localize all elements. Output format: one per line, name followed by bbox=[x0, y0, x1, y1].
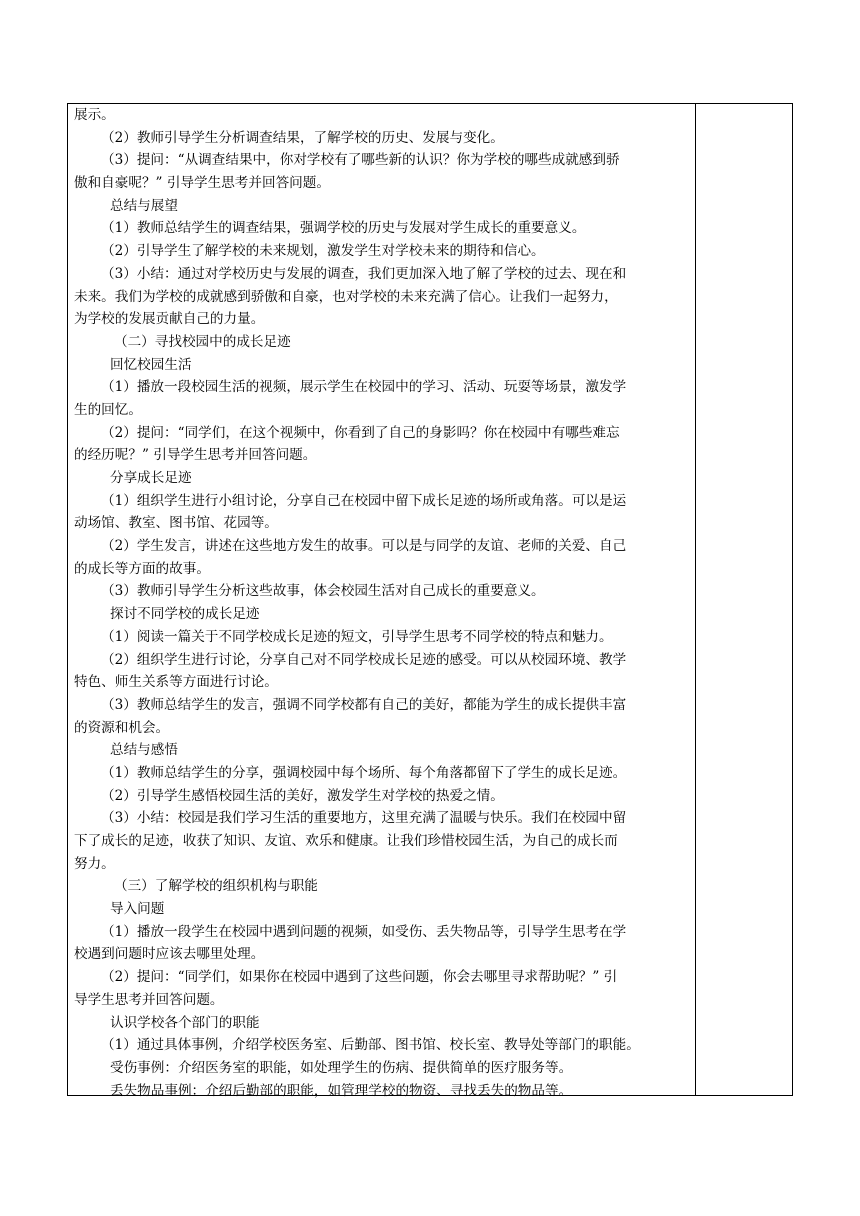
text-line: 总结与感悟 bbox=[110, 742, 178, 759]
text-line: （2）提问：“同学们，在这个视频中，你看到了自己的身影吗？你在校园中有哪些难忘 bbox=[101, 424, 620, 441]
text-line: （3）提问：“从调查结果中，你对学校有了哪些新的认识？你为学校的哪些成就感到骄 bbox=[101, 152, 620, 169]
text-line: （3）教师引导学生分析这些故事，体会校园生活对自己成长的重要意义。 bbox=[101, 583, 545, 600]
notes-cell bbox=[696, 104, 792, 1095]
text-line: （1）教师总结学生的分享，强调校园中每个场所、每个角落都留下了学生的成长足迹。 bbox=[101, 764, 627, 781]
text-line: 总结与展望 bbox=[110, 197, 178, 214]
text-line: 的经历呢？” 引导学生思考并回答问题。 bbox=[74, 447, 317, 464]
text-line: 导入问题 bbox=[110, 901, 165, 918]
text-line: （1）播放一段校园生活的视频，展示学生在校园中的学习、活动、玩耍等场景，激发学 bbox=[101, 379, 627, 396]
text-line: 特色、师生关系等方面进行讨论。 bbox=[74, 674, 278, 691]
text-line: （1）通过具体事例，介绍学校医务室、后勤部、图书馆、校长室、教导处等部门的职能。 bbox=[101, 1037, 640, 1054]
content-cell bbox=[74, 104, 689, 1102]
text-line: （2）组织学生进行讨论，分享自己对不同学校成长足迹的感受。可以从校园环境、教学 bbox=[101, 651, 627, 668]
text-line: 未来。我们为学校的成就感到骄傲和自豪，也对学校的未来充满了信心。让我们一起努力， bbox=[74, 288, 618, 305]
text-line: 导学生思考并回答问题。 bbox=[74, 991, 224, 1008]
text-line: 下了成长的足迹，收获了知识、友谊、欢乐和健康。让我们珍惜校园生活，为自己的成长而 bbox=[74, 833, 618, 849]
text-line: 为学校的发展贡献自己的力量。 bbox=[74, 311, 265, 328]
text-line: 的资源和机会。 bbox=[74, 719, 170, 736]
text-line: （2）引导学生了解学校的未来规划，激发学生对学校未来的期待和信心。 bbox=[101, 243, 545, 260]
text-line: （2）引导学生感悟校园生活的美好，激发学生对学校的热爱之情。 bbox=[101, 787, 504, 804]
text-line: 受伤事例：介绍医务室的职能，如处理学生的伤病、提供简单的医疗服务等。 bbox=[110, 1059, 573, 1076]
text-line: （1）阅读一篇关于不同学校成长足迹的短文，引导学生思考不同学校的特点和魅力。 bbox=[101, 628, 613, 645]
text-line: 生的回忆。 bbox=[74, 401, 142, 418]
text-line: 努力。 bbox=[74, 855, 115, 872]
text-line: （1）播放一段学生在校园中遇到问题的视频，如受伤、丢失物品等，引导学生思考在学 bbox=[101, 923, 627, 940]
text-line: 回忆校园生活 bbox=[110, 356, 192, 373]
text-line: 认识学校各个部门的职能 bbox=[110, 1014, 260, 1031]
lesson-table bbox=[67, 103, 793, 1099]
text-line: （2）学生发言，讲述在这些地方发生的故事。可以是与同学的友谊、老师的关爱、自己 bbox=[101, 538, 627, 555]
text-line: （3）教师总结学生的发言，强调不同学校都有自己的美好，都能为学生的成长提供丰富 bbox=[101, 696, 627, 713]
text-line: 展示。 bbox=[74, 107, 115, 123]
text-line: 校遇到问题时应该去哪里处理。 bbox=[74, 946, 265, 963]
text-line: （1）组织学生进行小组讨论，分享自己在校园中留下成长足迹的场所或角落。可以是运 bbox=[101, 492, 627, 509]
text-line: （2）提问：“同学们，如果你在校园中遇到了这些问题，你会去哪里寻求帮助呢？” 引 bbox=[101, 969, 618, 986]
text-line: （3）小结：校园是我们学习生活的重要地方，这里充满了温暖与快乐。我们在校园中留 bbox=[101, 810, 627, 827]
text-line: 的成长等方面的故事。 bbox=[74, 560, 210, 577]
text-line: （三）了解学校的组织机构与职能 bbox=[114, 878, 318, 895]
text-line: （1）教师总结学生的调查结果，强调学校的历史与发展对学生成长的重要意义。 bbox=[101, 220, 586, 237]
text-line: 丢失物品事例：介绍后勤部的职能，如管理学校的物资、寻找丢失的物品等。 bbox=[110, 1082, 573, 1099]
text-line: 分享成长足迹 bbox=[110, 470, 192, 486]
text-line: 动场馆、教室、图书馆、花园等。 bbox=[74, 515, 278, 532]
text-line: 傲和自豪呢？” 引导学生思考并回答问题。 bbox=[74, 175, 330, 192]
text-line: （2）教师引导学生分析调查结果，了解学校的历史、发展与变化。 bbox=[101, 129, 504, 146]
text-line: 探讨不同学校的成长足迹 bbox=[110, 606, 260, 623]
text-line: （3）小结：通过对学校历史与发展的调查，我们更加深入地了解了学校的过去、现在和 bbox=[101, 265, 627, 282]
text-line: （二）寻找校园中的成长足迹 bbox=[114, 333, 291, 350]
